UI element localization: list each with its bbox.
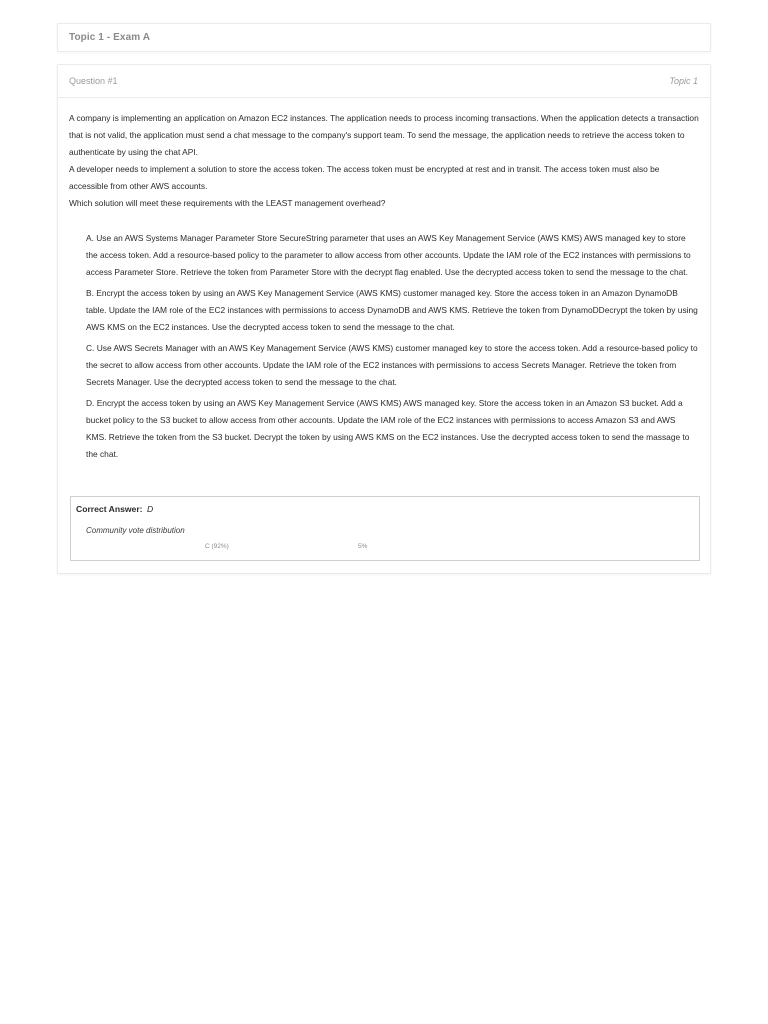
choice-a[interactable]: A. Use an AWS Systems Manager Parameter Store SecureString parameter that uses an AWS Key Management Service (AWS KMS) AWS managed key to store the access token. Add a resource-based policy to the parameter to allow access from other accounts. Update the IAM role of the EC2 instances with permissions to access Parameter Store. Retrieve the token from Parameter Store with the decrypt flag enabled. Use the decrypted access token to send the message to the chat. (86, 233, 691, 277)
topic-header (57, 23, 711, 52)
choice-list (86, 230, 698, 467)
vote-option-c: C (92%) (205, 543, 229, 550)
question-text (69, 110, 699, 212)
correct-answer (76, 504, 153, 514)
correct-answer-label: Correct Answer: (76, 504, 143, 514)
answer-box (70, 496, 700, 561)
choice-c[interactable]: C. Use AWS Secrets Manager with an AWS Key Management Service (AWS KMS) customer managed key to store the access token. Add a resource-based policy to the secret to allow access from other accounts. Update the IAM role of the EC2 instances with permissions to access Secrets Manager. Retrieve the token from Secrets Manager. Use the decrypted access token to send the message to the chat. (86, 343, 698, 387)
vote-option-other: 5% (358, 543, 368, 550)
question-paragraph: A developer needs to implement a solution to store the access token. The access token must be encrypted at rest and in transit. The access token must also be accessible from other AWS accounts. (69, 164, 660, 191)
choice-d[interactable]: D. Encrypt the access token by using an AWS Key Management Service (AWS KMS) AWS managed key. Store the access token in an Amazon S3 bucket. Add a bucket policy to the S3 bucket to allow access from other accounts. Update the IAM role of the EC2 instances with permissions to access Amazon S3 and AWS KMS. Retrieve the token from the S3 bucket. Decrypt the token by using AWS KMS on the EC2 instances. Use the decrypted access token to send the massage to the chat. (86, 398, 690, 459)
topic-title: Topic 1 - Exam A (69, 32, 151, 43)
question-card-header (58, 65, 710, 98)
question-number: Question #1 (69, 76, 118, 86)
question-paragraph: Which solution will meet these requirements with the LEAST management overhead? (69, 198, 386, 208)
vote-distribution-label: Community vote distribution (86, 526, 185, 535)
question-topic: Topic 1 (669, 76, 698, 86)
correct-answer-value: D (146, 504, 154, 514)
question-card (57, 64, 711, 574)
choice-b[interactable]: B. Encrypt the access token by using an AWS Key Management Service (AWS KMS) customer managed key. Store the access token in an Amazon DynamoDB table. Update the IAM role of the EC2 instances with permissions to access DynamoDB and AWS KMS. Retrieve the token from DynamoDDecrypt the token by using AWS KMS on the EC2 instances. Use the decrypted access token to send the message to the chat. (86, 288, 698, 332)
question-paragraph: A company is implementing an application on Amazon EC2 instances. The application needs to process incoming transactions. When the application detects a transaction that is not valid, the application must send a chat message to the company's support team. To send the message, the application needs to retrieve the access token to authenticate by using the chat API. (69, 113, 699, 157)
